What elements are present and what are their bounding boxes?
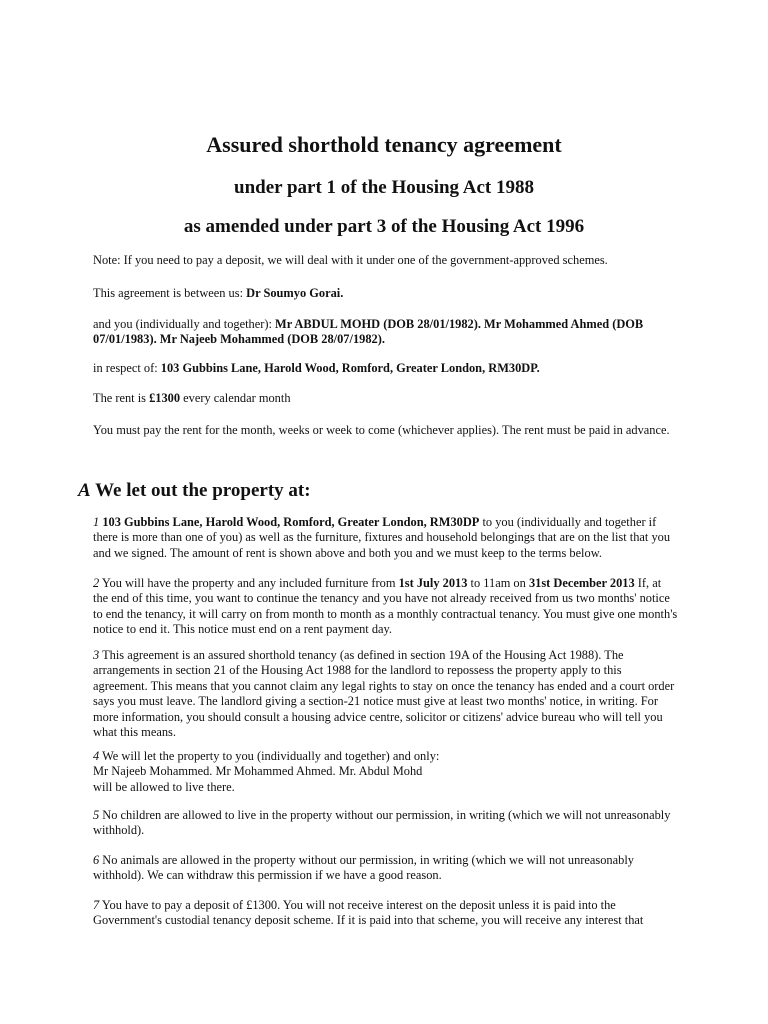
- clause-2-text-b: to 11am on: [467, 576, 529, 590]
- clause-2-number: 2: [93, 576, 100, 590]
- parties-prefix: This agreement is between us:: [93, 286, 247, 300]
- clause-1: [93, 515, 678, 561]
- tenancy-end-date: 31st December 2013: [528, 576, 635, 590]
- section-a-heading: [78, 480, 311, 502]
- rent-prefix: The rent is: [93, 391, 150, 405]
- clause-7-number: 7: [93, 898, 100, 912]
- clause-2-text-a: You will have the property and any included furniture from: [99, 576, 399, 590]
- clause-1-text: to you (individually and together if there is more than one of you) as well as the furniture, fixtures and household belongings that are on the list that you and we signed. The amount of rent is shown above and both you and we must keep to the terms below.: [93, 515, 671, 560]
- clause-4-line-3: will be allowed to live there.: [93, 779, 235, 794]
- clause-3: [93, 648, 678, 740]
- clause-3-number: 3: [93, 648, 100, 662]
- rent-statement: [93, 391, 678, 406]
- tenants-prefix: and you (individually and together):: [93, 317, 276, 331]
- tenant-parties: [93, 317, 678, 348]
- rent-amount: £1300: [149, 391, 181, 405]
- deposit-note: Note: If you need to pay a deposit, we will deal with it under one of the government-approved schemes.: [93, 253, 608, 267]
- clause-6: [93, 853, 678, 884]
- clause-7: [93, 898, 678, 929]
- clause-6-number: 6: [93, 853, 100, 867]
- tenancy-start-date: 1st July 2013: [398, 576, 468, 590]
- clause-1-address: 103 Gubbins Lane, Harold Wood, Romford, Greater London, RM30DP: [102, 515, 480, 529]
- section-a-title: We let out the property at:: [90, 480, 311, 501]
- document-subtitle-act-1988: under part 1 of the Housing Act 1988: [234, 177, 534, 198]
- clause-4-occupants: Mr Najeeb Mohammed. Mr Mohammed Ahmed. Mr. Abdul Mohd: [93, 764, 423, 779]
- clause-7-text: You have to pay a deposit of £1300. You will not receive interest on the deposit unless it is paid into the Government's custodial tenancy deposit scheme. If it is paid into that scheme, you will receive any interest that: [93, 898, 644, 928]
- rent-suffix: every calendar month: [180, 391, 291, 405]
- document-title: Assured shorthold tenancy agreement: [206, 132, 562, 157]
- property-address: 103 Gubbins Lane, Harold Wood, Romford, Greater London, RM30DP.: [160, 361, 540, 375]
- clause-6-text: No animals are allowed in the property without our permission, in writing (which we will not unreasonably withhold). We can withdraw this permission if we have a good reason.: [93, 853, 634, 883]
- clause-5-text: No children are allowed to live in the property without our permission, in writing (which we will not unreasonably withhold).: [93, 808, 671, 838]
- clause-3-text: This agreement is an assured shorthold tenancy (as defined in section 19A of the Housing Act 1988). The arrangements in section 21 of the Housing Act 1988 for the landlord to repossess the property apply to this agreement. This means that you cannot claim any legal rights to stay on once the tenancy has ended and a court order says you must leave. The landlord giving a section-21 notice must give at least two months' notice, in writing. For more information, you should consult a housing advice centre, solicitor or citizens' advice bureau who will tell you what this means.: [93, 648, 675, 740]
- property-statement: [93, 361, 678, 376]
- document-subtitle-act-1996: as amended under part 3 of the Housing Act 1996: [183, 216, 585, 237]
- clause-2: [93, 576, 678, 638]
- clause-5: [93, 808, 678, 839]
- tenant-names: Mr ABDUL MOHD (DOB 28/01/1982). Mr Mohammed Ahmed (DOB 07/01/1983). Mr Najeeb Mohammed (DOB 28/07/1982).: [93, 317, 644, 347]
- section-a-letter: A: [78, 480, 91, 501]
- clause-1-number: 1: [93, 515, 100, 529]
- clause-4-number: 4: [93, 749, 100, 763]
- landlord-name: Dr Soumyo Gorai.: [246, 286, 344, 300]
- clause-2-text-c: If, at the end of this time, you want to continue the tenancy and you have not already received from us two months' notice to end the tenancy, it will carry on from month to month as a monthly contractual tenancy. You must give one month's notice to end it. This notice must end on a rent payment day.: [93, 576, 678, 637]
- clause-4-line-1: We will let the property to you (individually and together) and only:: [99, 749, 440, 763]
- clause-5-number: 5: [93, 808, 100, 822]
- property-prefix: in respect of:: [93, 361, 161, 375]
- agreement-parties: [93, 286, 678, 301]
- rent-advance-statement: You must pay the rent for the month, weeks or week to come (whichever applies). The rent must be paid in advance.: [93, 423, 670, 437]
- clause-4: [93, 749, 678, 795]
